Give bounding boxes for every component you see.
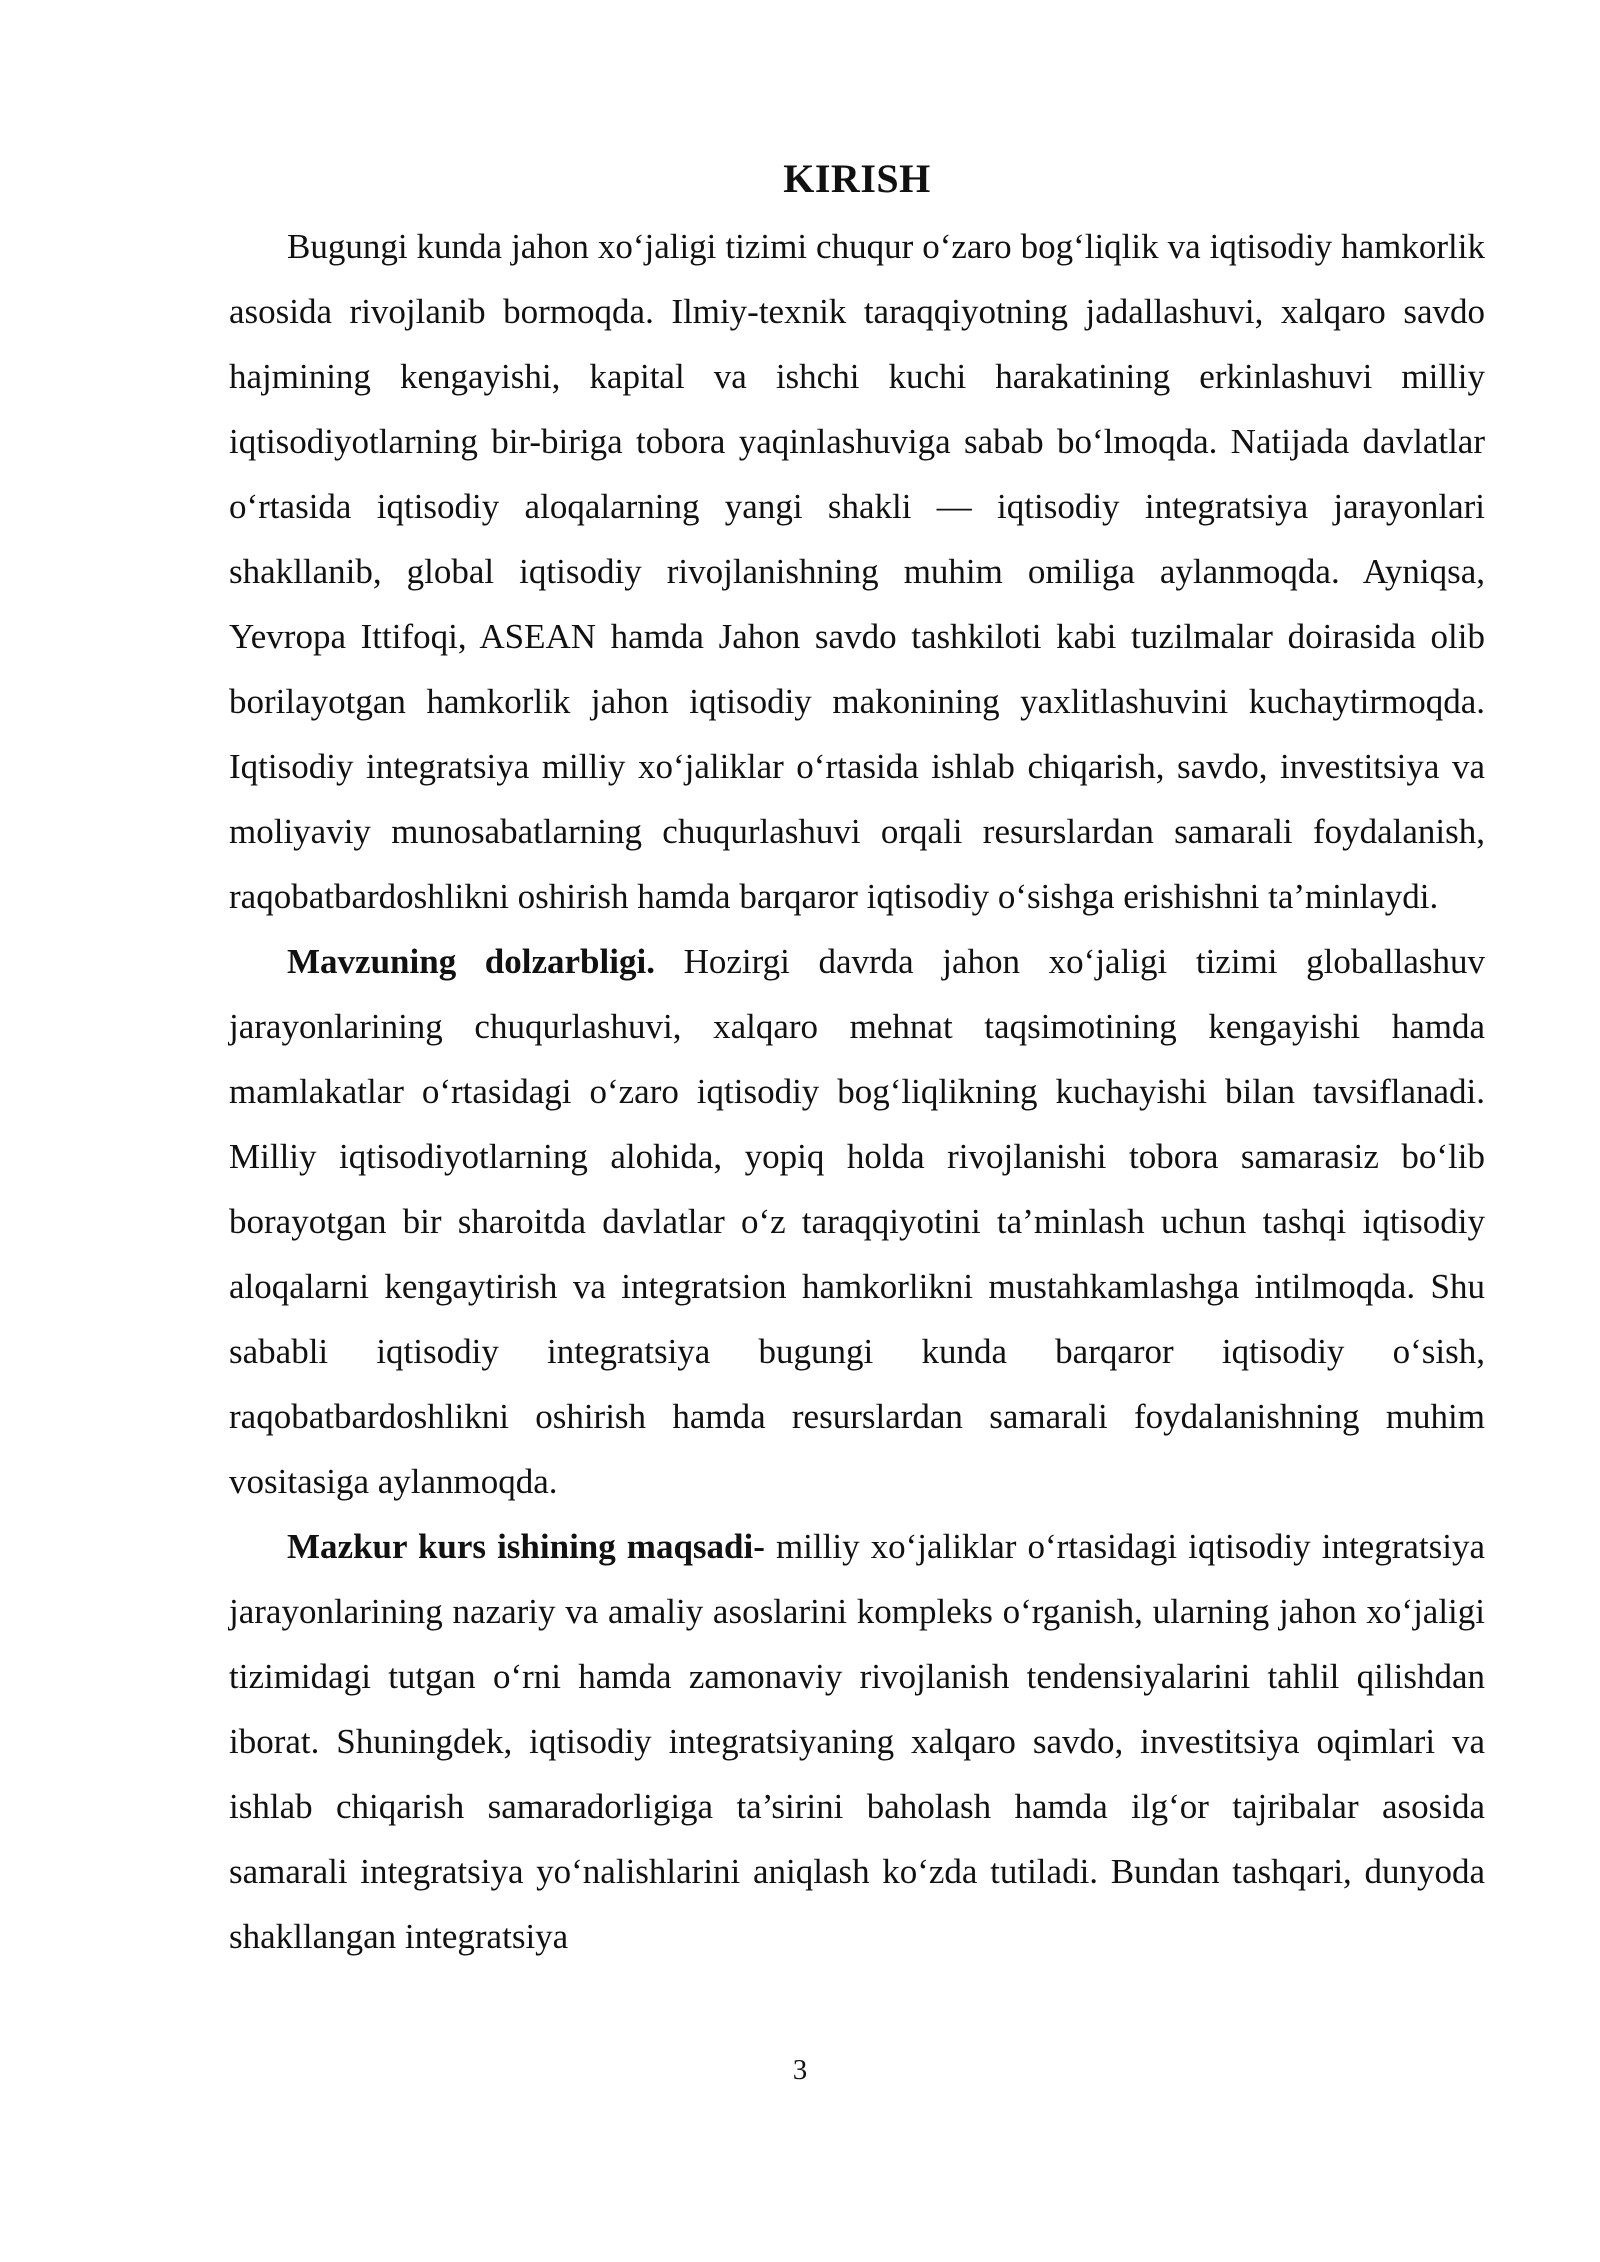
paragraph-relevance-text: Hozirgi davrda jahon xo‘jaligi tizimi globallashuv jarayonlarining chuqurlashuvi, xalqaro mehnat taqsimotining kengayishi hamda mamlakatlar o‘rtasidagi o‘zaro iqtisodiy bog‘liqlikning kuchayishi bilan tavsiflanadi. Milliy iqtisodiyotlarning alohida, yopiq holda rivojlanishi tobora samarasiz bo‘lib borayotgan bir sharoitda davlatlar o‘z taraqqiyotini ta’minlash uchun tashqi iqtisodiy aloqalarni kengaytirish va integratsion hamkorlikni mustahkamlashga intilmoqda. Shu sababli iqtisodiy integratsiya bugungi kunda barqaror iqtisodiy o‘sish, raqobatbardoshlikni oshirish hamda resurslardan samarali foydalanishning muhim vositasiga aylanmoqda. bbox=[229, 942, 1485, 1501]
paragraph-aim-lead: Mazkur kurs ishining maqsadi- bbox=[287, 1527, 765, 1566]
paragraph-aim-text: milliy xo‘jaliklar o‘rtasidagi iqtisodiy integratsiya jarayonlarining nazariy va amaliy asoslarini kompleks o‘rganish, ularning jahon xo‘jaligi tizimidagi tutgan o‘rni hamda zamonaviy rivojlanish tendensiyalarini tahlil qilishdan iborat. Shuningdek, iqtisodiy integratsiyaning xalqaro savdo, investitsiya oqimlari va ishlab chiqarish samaradorligiga ta’sirini baholash hamda ilg‘or tajribalar asosida samarali integratsiya yo‘nalishlarini aniqlash ko‘zda tutiladi. Bundan tashqari, dunyoda shakllangan integratsiya bbox=[229, 1527, 1485, 1956]
paragraph-intro-text: Bugungi kunda jahon xo‘jaligi tizimi chuqur o‘zaro bog‘liqlik va iqtisodiy hamkorlik asosida rivojlanib bormoqda. Ilmiy-texnik taraqqiyotning jadallashuvi, xalqaro savdo hajmining kengayishi, kapital va ishchi kuchi harakatining erkinlashuvi milliy iqtisodiyotlarning bir-biriga tobora yaqinlashuviga sabab bo‘lmoqda. Natijada davlatlar o‘rtasida iqtisodiy aloqalarning yangi shakli — iqtisodiy integratsiya jarayonlari shakllanib, global iqtisodiy rivojlanishning muhim omiliga aylanmoqda. Ayniqsa, Yevropa Ittifoqi, ASEAN hamda Jahon savdo tashkiloti kabi tuzilmalar doirasida olib borilayotgan hamkorlik jahon iqtisodiy makonining yaxlitlashuvini kuchaytirmoqda. Iqtisodiy integratsiya milliy xo‘jaliklar o‘rtasida ishlab chiqarish, savdo, investitsiya va moliyaviy munosabatlarning chuqurlashuvi orqali resurslardan samarali foydalanish, raqobatbardoshlikni oshirish hamda barqaror iqtisodiy o‘sishga erishishni ta’minlaydi. bbox=[229, 227, 1485, 916]
page-number: 3 bbox=[792, 2054, 808, 2086]
paragraph-relevance-lead: Mavzuning dolzarbligi. bbox=[287, 942, 655, 981]
paragraph-relevance bbox=[229, 929, 1485, 1514]
paragraph-intro bbox=[229, 214, 1485, 929]
document-page bbox=[229, 150, 1485, 1969]
paragraph-aim bbox=[229, 1514, 1485, 1969]
section-title: KIRISH bbox=[783, 156, 931, 201]
